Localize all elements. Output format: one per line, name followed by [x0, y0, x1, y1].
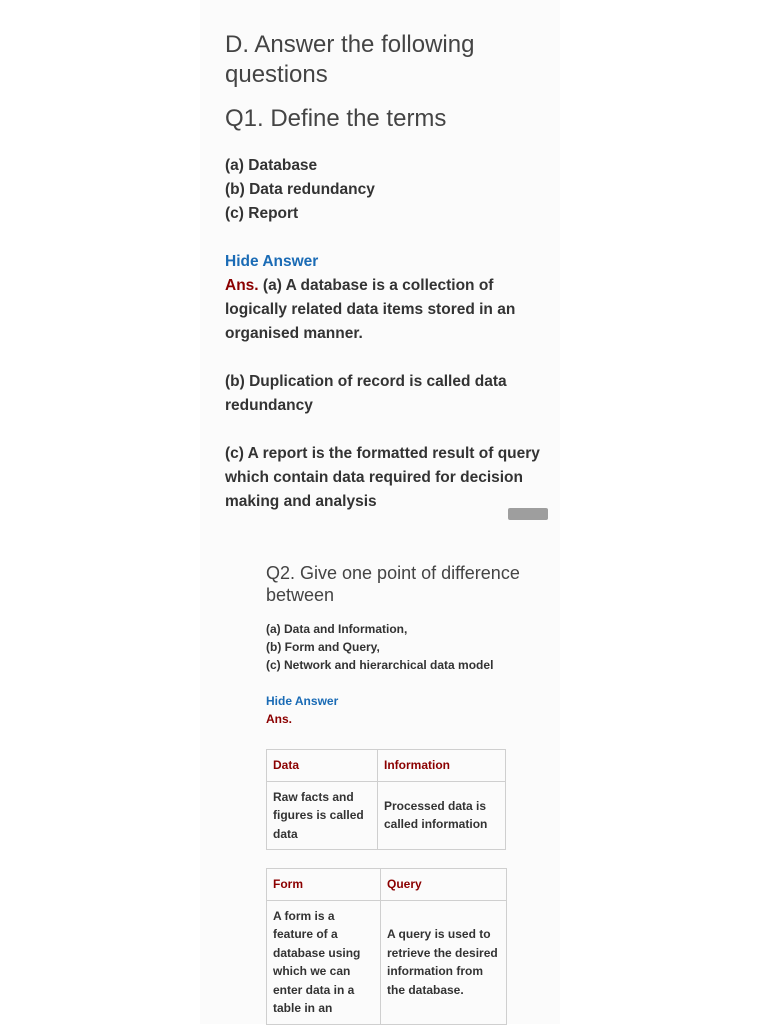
- table-row: [267, 781, 506, 850]
- ans-label: Ans.: [225, 277, 259, 294]
- table-cell: Raw facts and figures is called data: [267, 781, 378, 850]
- data-vs-information-table: [266, 749, 506, 850]
- scroll-handle[interactable]: [508, 508, 548, 520]
- question-2-terms: [266, 620, 526, 674]
- section-title: D. Answer the following questions: [225, 31, 475, 88]
- form-vs-query-table: [266, 868, 507, 1025]
- question-2-block: [266, 562, 526, 728]
- question-1-terms: [225, 154, 555, 226]
- hide-answer-link[interactable]: Hide Answer: [225, 253, 319, 270]
- term-item: (a) Data and Information,: [266, 622, 408, 636]
- term-item: (c) Report: [225, 205, 299, 222]
- question-1-block: [225, 30, 555, 514]
- table-header-cell: Query: [381, 869, 507, 901]
- answer-c: (c) A report is the formatted result of query which contain data required for decision making and analysis: [225, 445, 540, 510]
- question-2-title: Q2. Give one point of difference between: [266, 563, 520, 605]
- table-cell: A form is a feature of a database using which we can enter data in a table in an: [267, 900, 381, 1024]
- table-header-cell: Data: [267, 750, 378, 782]
- ans-label: Ans.: [266, 712, 293, 726]
- table-header-cell: Information: [378, 750, 506, 782]
- term-item: (a) Database: [225, 157, 318, 174]
- table-cell: Processed data is called information: [378, 781, 506, 850]
- term-item: (c) Network and hierarchical data model: [266, 658, 494, 672]
- question-1-title: Q1. Define the terms: [225, 105, 447, 132]
- answer-a: (a) A database is a collection of logically related data items stored in an organised manner.: [225, 277, 516, 342]
- term-item: (b) Form and Query,: [266, 640, 380, 654]
- table-cell: A query is used to retrieve the desired information from the database.: [381, 900, 507, 1024]
- term-item: (b) Data redundancy: [225, 181, 375, 198]
- table-header-cell: Form: [267, 869, 381, 901]
- table-row: [267, 900, 507, 1024]
- question-1-answer: [225, 274, 555, 514]
- answer-b: (b) Duplication of record is called data redundancy: [225, 373, 507, 414]
- hide-answer-link[interactable]: Hide Answer: [266, 694, 339, 708]
